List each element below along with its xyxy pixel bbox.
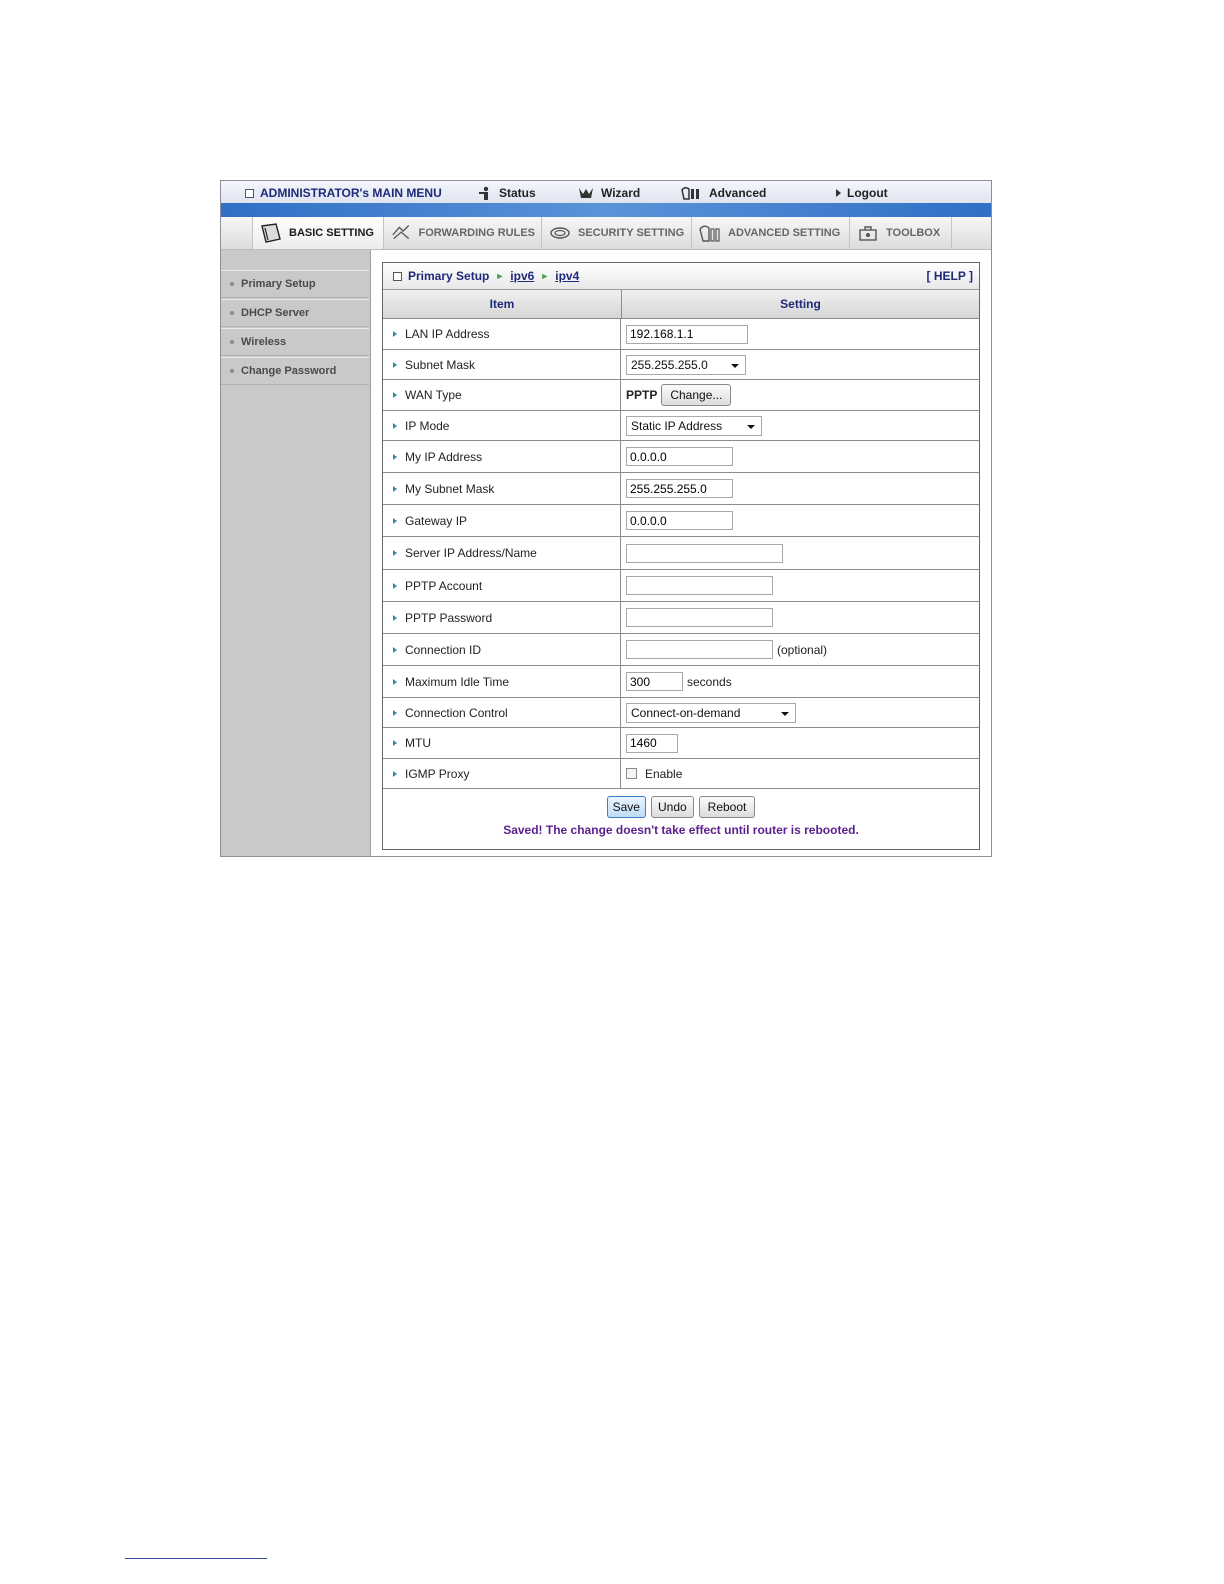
sidebar-item-wireless[interactable]: Wireless [221, 328, 369, 356]
table-row [383, 537, 979, 570]
page-title: Primary Setup [408, 269, 490, 283]
footnote-separator [125, 1558, 267, 1559]
max-idle-time-input[interactable] [626, 672, 683, 691]
primary-setup-panel [382, 262, 980, 850]
enable-label: Enable [645, 766, 683, 781]
row-arrow-icon [393, 454, 397, 460]
forwarding-rules-icon [390, 223, 412, 243]
lan-ip-input[interactable] [626, 325, 748, 344]
breadcrumb [393, 269, 579, 283]
row-label: MTU [405, 736, 431, 750]
tab-advanced-setting[interactable]: ADVANCED SETTING [692, 217, 850, 249]
change-wan-type-button[interactable]: Change... [661, 384, 731, 406]
row-label: PPTP Password [405, 610, 493, 625]
row-arrow-icon [393, 423, 397, 429]
breadcrumb-arrow-icon: ► [495, 271, 505, 281]
ip-mode-select[interactable]: Static IP Address [626, 416, 762, 436]
section-tabs [221, 217, 991, 250]
table-row [383, 698, 979, 728]
row-label: Subnet Mask [405, 357, 476, 372]
row-label: My Subnet Mask [405, 481, 495, 496]
table-row [383, 350, 979, 380]
my-ip-input[interactable] [626, 447, 733, 466]
toolbox-icon [856, 223, 880, 243]
status-message: Saved! The change doesn't take effect until router is rebooted. [503, 823, 859, 837]
bullet-icon [230, 369, 234, 373]
tab-basic-setting[interactable]: BASIC SETTING [252, 217, 384, 249]
security-setting-icon [548, 223, 572, 243]
advanced-link[interactable]: Advanced [681, 186, 766, 200]
table-row [383, 380, 979, 411]
row-label: My IP Address [405, 449, 483, 464]
square-bullet-icon [393, 272, 402, 281]
ipv6-link[interactable]: ipv6 [510, 269, 535, 283]
router-admin-frame [220, 180, 992, 857]
ipv4-link[interactable]: ipv4 [555, 269, 580, 283]
wan-type-value: PPTP [626, 388, 658, 402]
menu-divider-bar [221, 203, 991, 217]
tab-forwarding-rules[interactable]: FORWARDING RULES [384, 217, 542, 249]
square-bullet-icon [245, 189, 254, 198]
row-arrow-icon [393, 362, 397, 368]
advanced-icon [681, 186, 703, 200]
wizard-link[interactable]: Wizard [577, 186, 640, 200]
logout-link[interactable]: Logout [836, 186, 888, 200]
row-arrow-icon [393, 518, 397, 524]
row-arrow-icon [393, 550, 397, 556]
save-button[interactable]: Save [607, 796, 646, 818]
subnet-mask-select[interactable]: 255.255.255.0 [626, 355, 746, 375]
dropdown-caret-icon [781, 712, 789, 716]
table-row [383, 319, 979, 350]
tab-toolbox[interactable]: TOOLBOX [850, 217, 952, 249]
bullet-icon [230, 282, 234, 286]
column-header-setting: Setting [780, 297, 821, 311]
table-row [383, 759, 979, 789]
panel-header [383, 263, 979, 290]
row-arrow-icon [393, 679, 397, 685]
person-status-icon [477, 186, 493, 200]
dropdown-caret-icon [731, 364, 739, 368]
connection-control-select[interactable]: Connect-on-demand [626, 703, 796, 723]
help-link[interactable]: [ HELP ] [926, 269, 973, 283]
wizard-icon [577, 186, 595, 200]
mtu-input[interactable] [626, 734, 678, 753]
row-arrow-icon [393, 615, 397, 621]
bullet-icon [230, 340, 234, 344]
row-label: Gateway IP [405, 513, 468, 528]
row-arrow-icon [393, 647, 397, 653]
row-label: Maximum Idle Time [405, 674, 510, 689]
pptp-account-input[interactable] [626, 576, 773, 595]
row-arrow-icon [393, 740, 397, 746]
row-label: LAN IP Address [405, 327, 490, 341]
dropdown-caret-icon [747, 425, 755, 429]
table-row [383, 570, 979, 602]
row-label: Server IP Address/Name [405, 546, 537, 560]
sidebar-item-primary-setup[interactable]: Primary Setup [221, 270, 369, 298]
pptp-password-input[interactable] [626, 608, 773, 627]
row-arrow-icon [393, 771, 397, 777]
server-ip-input[interactable] [626, 544, 783, 563]
connection-id-input[interactable] [626, 640, 773, 659]
row-arrow-icon [393, 331, 397, 337]
row-arrow-icon [393, 486, 397, 492]
table-row [383, 441, 979, 473]
row-label: IP Mode [405, 418, 450, 433]
main-menu-title: ADMINISTRATOR's MAIN MENU [245, 186, 442, 200]
undo-button[interactable]: Undo [651, 796, 694, 818]
column-header-item: Item [383, 290, 622, 318]
seconds-unit: seconds [687, 674, 732, 689]
basic-setting-icon [259, 223, 283, 243]
row-label: Connection ID [405, 642, 482, 657]
table-row [383, 473, 979, 505]
main-menu-bar [221, 181, 991, 203]
breadcrumb-arrow-icon: ► [540, 271, 550, 281]
tab-security-setting[interactable]: SECURITY SETTING [542, 217, 692, 249]
sidebar-item-dhcp-server[interactable]: DHCP Server [221, 299, 369, 327]
bullet-icon [230, 311, 234, 315]
table-row [383, 666, 979, 698]
status-link[interactable]: Status [477, 186, 536, 200]
row-arrow-icon [393, 583, 397, 589]
table-row [383, 634, 979, 666]
sidebar-item-change-password[interactable]: Change Password [221, 357, 369, 385]
table-row [383, 728, 979, 759]
row-arrow-icon [393, 392, 397, 398]
row-label: Connection Control [405, 705, 508, 720]
row-label: WAN Type [405, 388, 462, 402]
igmp-proxy-checkbox[interactable] [626, 768, 637, 779]
row-label: PPTP Account [405, 578, 483, 593]
arrow-right-icon [836, 189, 841, 197]
action-area [383, 788, 979, 850]
optional-hint: (optional) [777, 642, 828, 657]
row-label: IGMP Proxy [405, 766, 470, 781]
row-arrow-icon [393, 710, 397, 716]
reboot-button[interactable]: Reboot [699, 796, 756, 818]
table-row [383, 505, 979, 537]
table-row [383, 602, 979, 634]
sidebar [221, 250, 371, 857]
table-header [383, 290, 979, 319]
table-row [383, 411, 979, 441]
my-subnet-mask-input[interactable] [626, 479, 733, 498]
advanced-setting-icon [698, 223, 722, 243]
gateway-ip-input[interactable] [626, 511, 733, 530]
